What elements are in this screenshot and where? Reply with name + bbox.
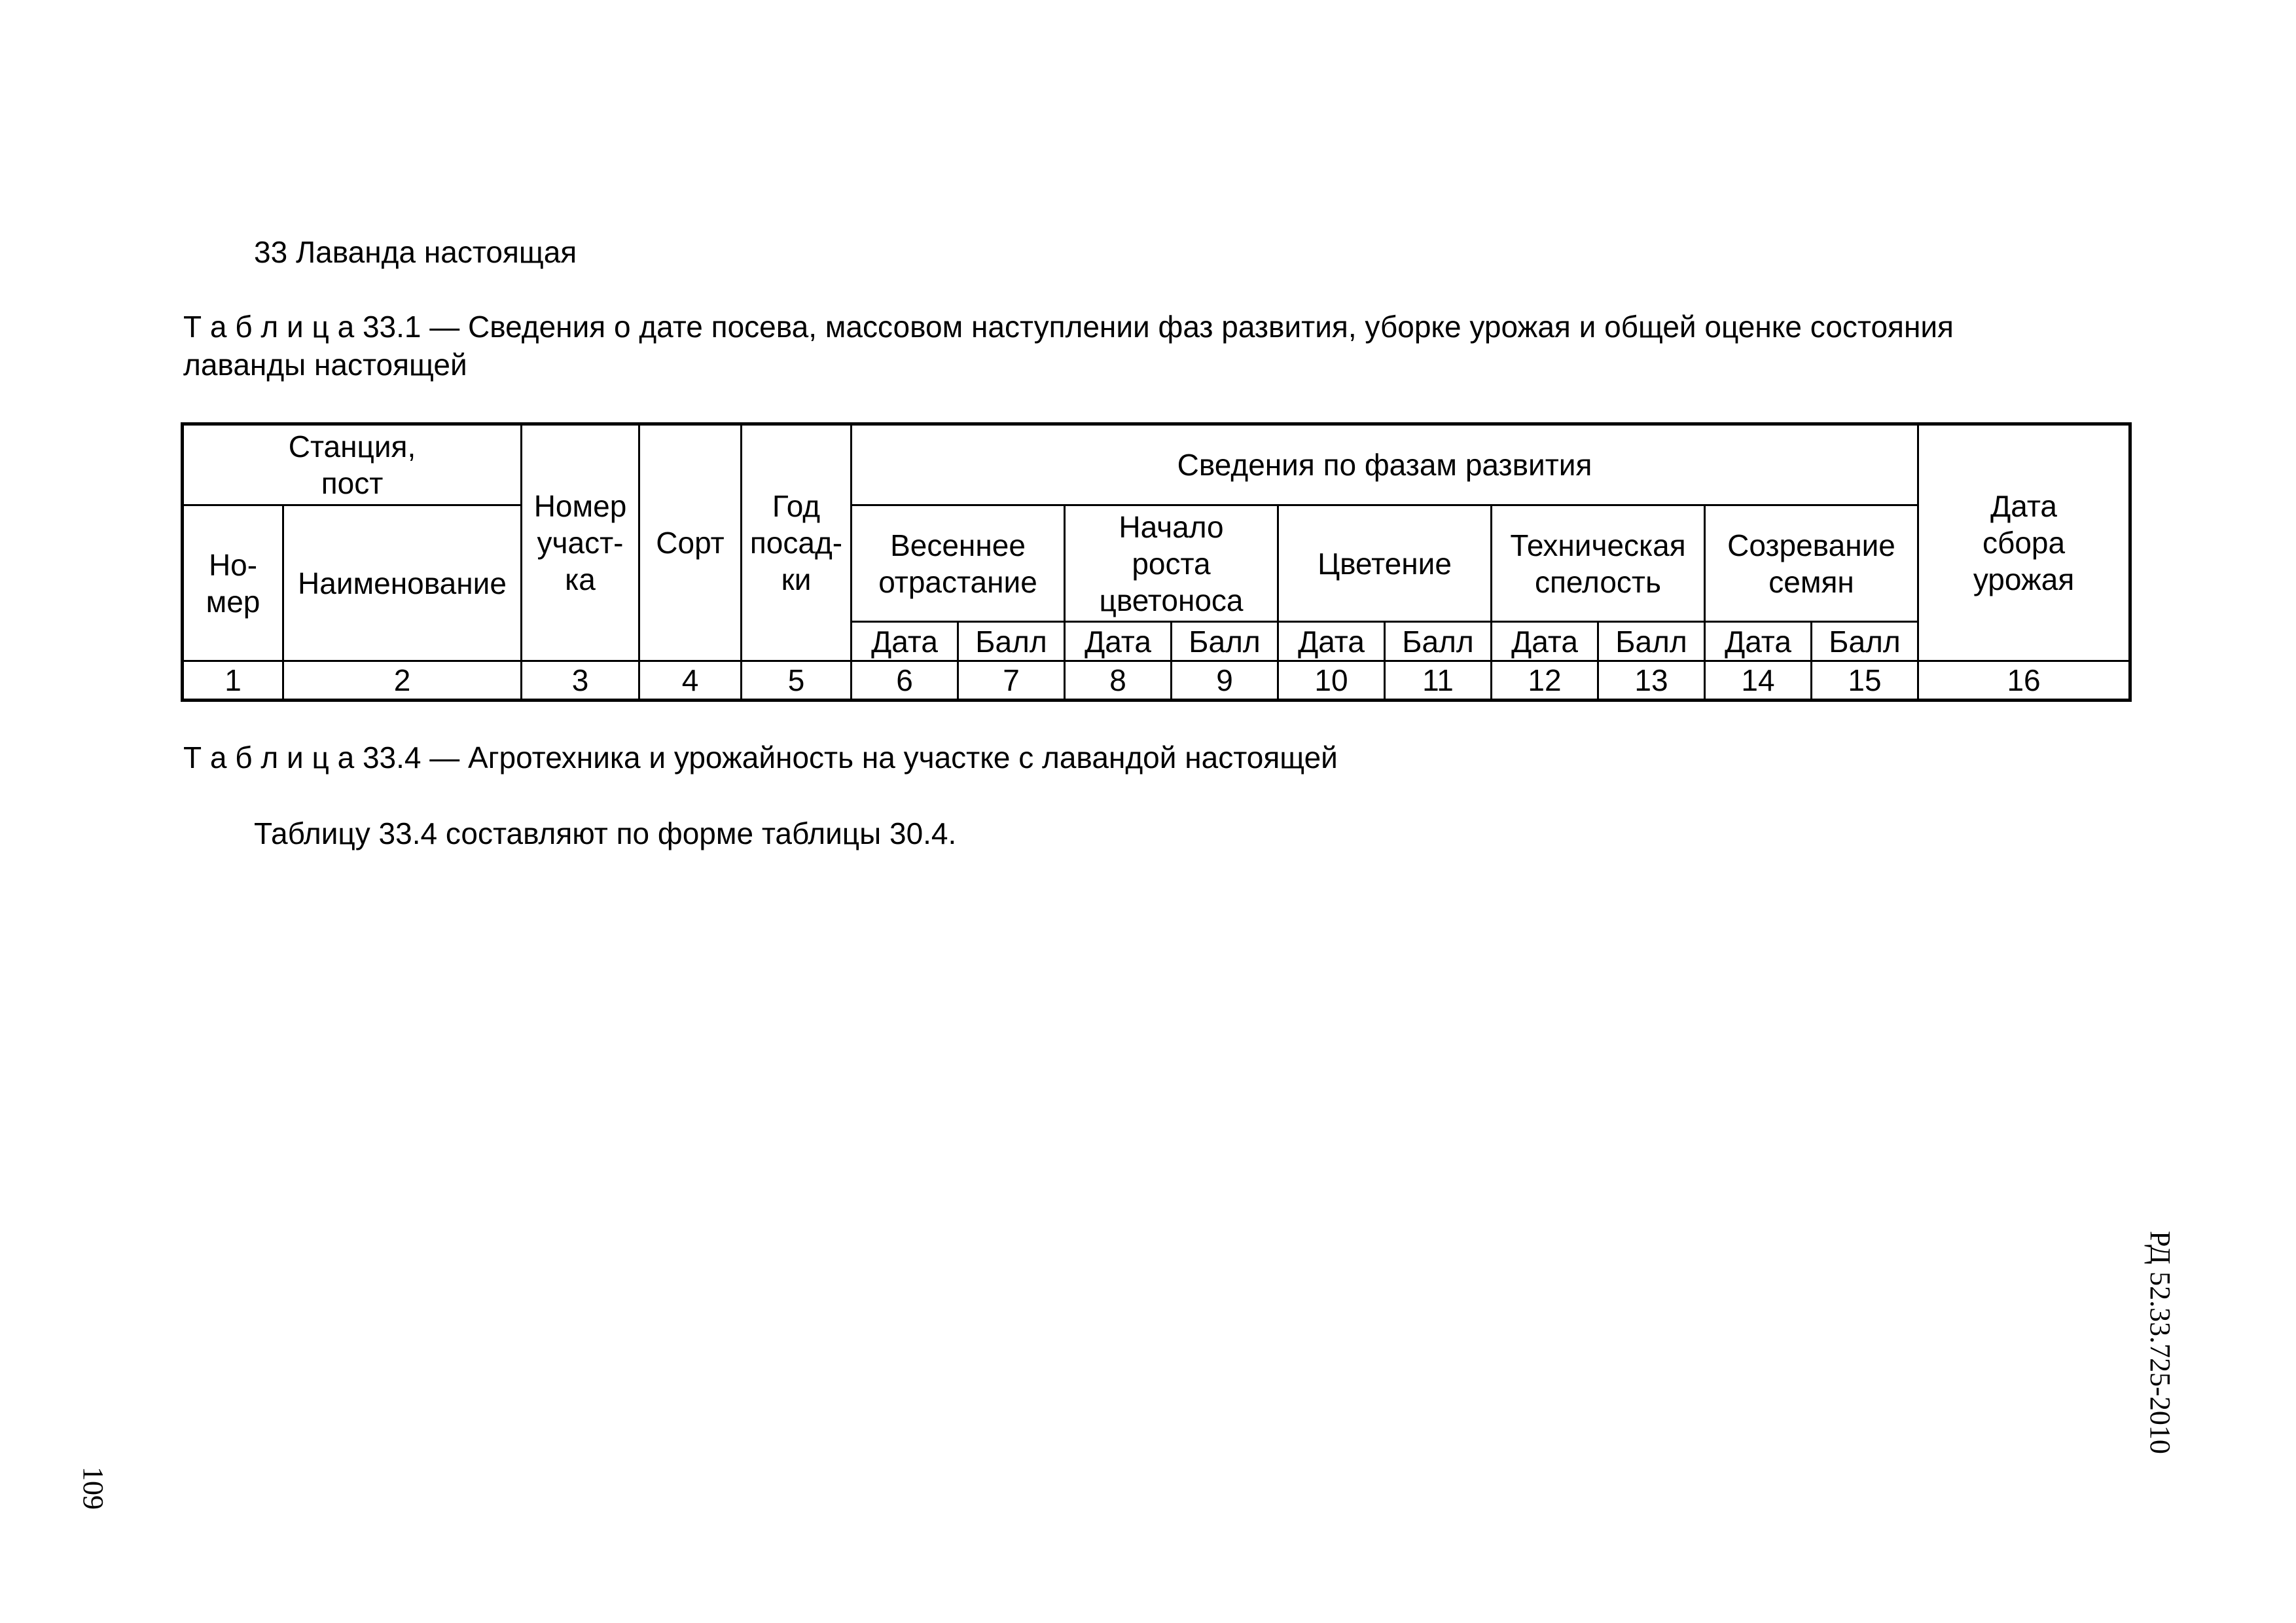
- column-number: 11: [1385, 661, 1492, 701]
- header-spring-regrowth: Весеннее отрастание: [852, 505, 1065, 622]
- column-number: 4: [639, 661, 742, 701]
- column-number: 1: [183, 661, 283, 701]
- header-date: Дата: [852, 622, 958, 661]
- header-technical-ripeness: Техническая спелость: [1492, 505, 1705, 622]
- header-flowering: Цветение: [1278, 505, 1492, 622]
- column-number: 5: [742, 661, 852, 701]
- paragraph: Таблицу 33.4 составляют по форме таблицы 30.4.: [254, 816, 957, 850]
- header-harvest-date: Дата сбора урожая: [1918, 424, 2130, 661]
- column-number: 15: [1812, 661, 1918, 701]
- header-phases: Сведения по фазам развития: [852, 424, 1918, 505]
- column-number: 12: [1492, 661, 1598, 701]
- header-score: Балл: [958, 622, 1065, 661]
- table-caption: Т а б л и ц а 33.4 — Агротехника и урожайность на участке с лавандой настоящей: [183, 740, 1338, 775]
- column-number: 6: [852, 661, 958, 701]
- document-code: РД 52.33.725-2010: [2144, 1231, 2176, 1454]
- header-station-number: Но- мер: [183, 505, 283, 661]
- header-plot-number: Номер участ- ка: [522, 424, 639, 661]
- section-title: 33 Лаванда настоящая: [254, 235, 577, 269]
- header-score: Балл: [1385, 622, 1492, 661]
- column-number: 8: [1065, 661, 1172, 701]
- header-station: Станция, пост: [183, 424, 522, 505]
- header-date: Дата: [1492, 622, 1598, 661]
- header-date: Дата: [1065, 622, 1172, 661]
- header-seed-ripening: Созревание семян: [1705, 505, 1918, 622]
- header-peduncle-growth: Начало роста цветоноса: [1065, 505, 1278, 622]
- column-number: 10: [1278, 661, 1385, 701]
- header-score: Балл: [1812, 622, 1918, 661]
- header-date: Дата: [1705, 622, 1812, 661]
- table-caption: Т а б л и ц а 33.1 — Сведения о дате посева, массовом наступлении фаз развития, уборке урожая и общей оценке состояния лаванды настоящей: [183, 310, 1954, 382]
- header-planting-year: Год посад- ки: [742, 424, 852, 661]
- column-number: 7: [958, 661, 1065, 701]
- column-number: 9: [1172, 661, 1278, 701]
- header-station-name: Наименование: [283, 505, 522, 661]
- column-number: 2: [283, 661, 522, 701]
- header-score: Балл: [1172, 622, 1278, 661]
- header-score: Балл: [1598, 622, 1705, 661]
- column-number: 3: [522, 661, 639, 701]
- header-date: Дата: [1278, 622, 1385, 661]
- page-number: 109: [77, 1467, 109, 1510]
- column-number: 16: [1918, 661, 2130, 701]
- column-number: 14: [1705, 661, 1812, 701]
- column-number: 13: [1598, 661, 1705, 701]
- phenology-table: [181, 422, 2132, 702]
- header-variety: Сорт: [639, 424, 742, 661]
